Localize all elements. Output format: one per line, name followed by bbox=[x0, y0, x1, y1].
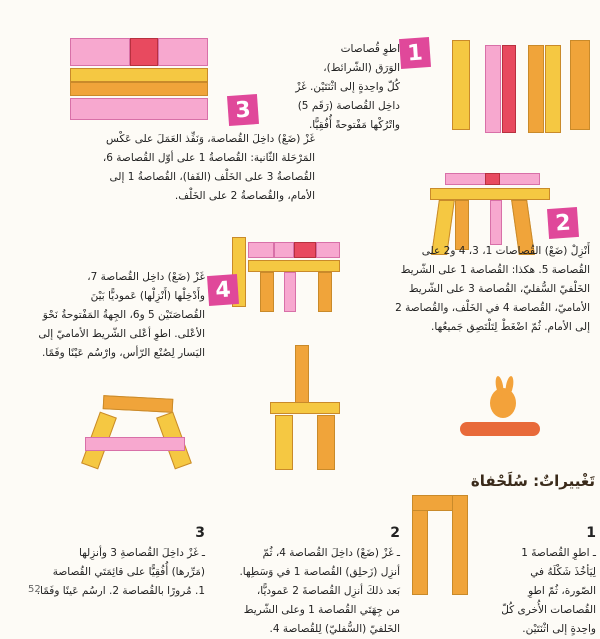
hare-character bbox=[460, 380, 540, 450]
variation3-text: ـ غَزْ داخِلَ القُصاصةِ 3 وأنزِلها (مَرِّرها) أُفُقِيًّا على قائِمَتَي القُصاصة 1. مُرورًا بالقُصاصة 2. ارسُم عَينًا وفَمًا. bbox=[36, 547, 205, 597]
step2-badge: 2 bbox=[547, 207, 579, 239]
variation3-num: 3 bbox=[195, 525, 205, 541]
variation1-block bbox=[478, 505, 596, 639]
step4-badge: 4 bbox=[207, 274, 239, 306]
variation2-block bbox=[200, 505, 400, 639]
variations-title: تَغْييراتٌ: سُلَحْفاة bbox=[470, 472, 595, 490]
variation2-num: 2 bbox=[390, 525, 400, 541]
variation1-illustration bbox=[410, 495, 470, 595]
step3-text: غَزْ (ضَعْ) داخِلَ القُصاصة، وَنَفِّذ العَمَلَ على عَكْس المَرْحَلة الثّانية: القُصاصةُ 1 على أوّل القُصاصة 6، القُصاصةُ 3 على الخَلْف (القَفا)، القُصاصةُ 1 إلى الأمام، والقُصاصةُ 2 على الخَلْف. bbox=[102, 133, 315, 202]
step1-strips bbox=[440, 40, 600, 140]
variation2-text: ـ غَزْ (ضَعْ) داخِلَ القُصاصة 4، ثُمّ أنزِل (زَحلِق) القُصاصة 1 في وَسَطِها. بَعد ذلكَ أنزِل القُصاصةَ 2 عَموديًّا، من جِهَتَي القُصاصة 1 وعلى الشّريط الخَلفيّ (السُّفليّ) لِلقُصاصة 4. bbox=[239, 547, 400, 635]
step4-text: غَزْ (ضَعْ) داخِل القُصاصة 7، وأَدْخِلْها (أَنْزِلْها) عَموديًّا بَيْنَ القُصاصَتَيْن 5 و6، الجِهةُ المَفْتوحةُ نَحْوَ الأعْلى. اطوِ أعْلى الشّريط الأماميّ إلى اليَسار لِصُنْع الرّأس، وارْسُم عَيْنًا وفَمًا. bbox=[38, 271, 205, 359]
step1-badge: 1 bbox=[399, 37, 431, 69]
variation1-num: 1 bbox=[586, 525, 596, 541]
step2-text: أَنْزِلْ (ضَعْ) القُصاصات 1، 3، 4 و2 على القُصاصة 5. هكذا: القُصاصة 1 على الشّريط الخَلْفيّ السُّفليّ، القُصاصة 3 على الشّريط الأماميّ، القُصاصة 4 في الخَلْف، والقُصاصة 2 إلى الأمام. ثُمّ اضْغَطْ لِتَلْتَصِق جَميعُها. bbox=[395, 245, 590, 333]
variation1-text: ـ اطوِ القُصاصةَ 1 لِيَأخُذَ شَكْلَهُ في الصّورة، ثُمّ اطوِ القُصاصات الأُخرى كُلّ واحِدةٍ إلى اثْنَتَيْن. bbox=[501, 547, 596, 635]
step1-text: اطوِ قُصاصات الوَرَق (الشّرائط)، كُلّ واحِدةٍ إلى اثْنَتَيْن. غَزْ داخِل القُصاصة (رَقَم 5) واتْرُكْها مَفْتوحةً أُفُقِيًّا. bbox=[295, 43, 400, 131]
turtle-middle bbox=[265, 340, 345, 470]
step3-badge: 3 bbox=[227, 94, 259, 126]
turtle-left bbox=[85, 395, 195, 470]
page-number: 52 bbox=[28, 584, 41, 595]
